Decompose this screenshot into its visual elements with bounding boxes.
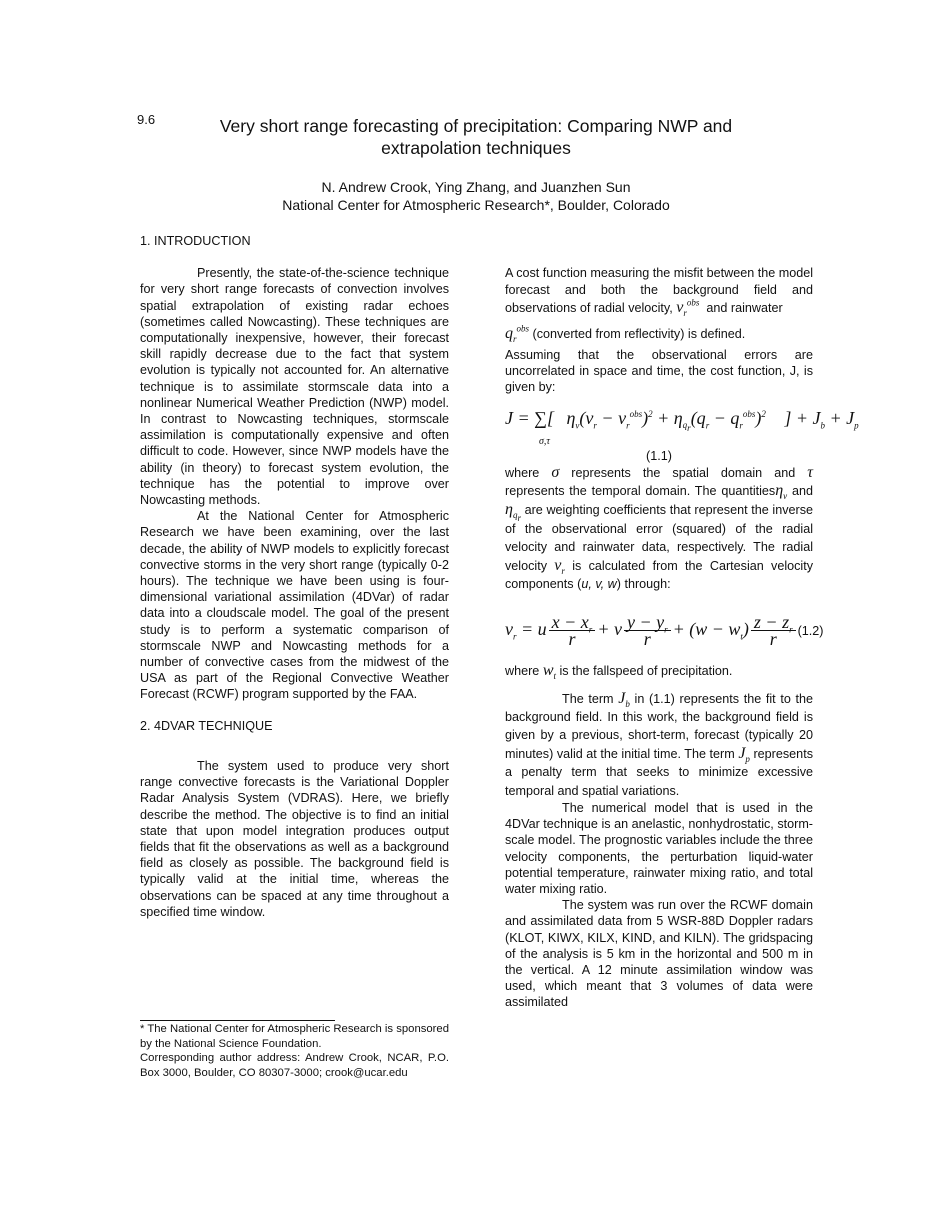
equation-1-1: J = ∑[ $\eta_v(v_r - v_r^{obs})^2 + \eta_{q_r}(q_r - q_r^{obs})^2$ ] + $J_b + J_p$ σ,τ <box>505 410 813 450</box>
math-v-obs: $v_r^{obs}$ <box>676 297 700 319</box>
equation-label: (1.2) <box>797 623 824 638</box>
paragraph: At the National Center for Atmospheric Research we have been examining, over the last decade, the ability of NWP models to explicitly forecast convective storms in the very short range (typically 0-2 hours). The technique we have been using is four-dimensional variational assimilation (4DVar) of radar data into a cloudscale model. The goal of the present study is to perform a systematic comparison of stormscale NWP and Nowcasting methods for a number of convective cases from the midwest of the USA as part of the Regional Convective Weather Forecast (RCWF) program supported by the FAA. <box>140 509 449 702</box>
eq1-lhs: J = ∑[ <box>505 407 554 428</box>
sigma-symbol: σ <box>551 463 560 481</box>
paragraph: where σ represents the spatial domain and τ represents the temporal domain. The quantitiesη$_v$ and $\eta_{q_r}$ are weighting coefficients that represent the inverse of the observational error (squared) of the radial velocity and rainwater data, respectively. The radial velocity $v_r$ is calculated from the Cartesian velocity components (u, v, w) through: <box>505 463 814 592</box>
footnote <box>140 1022 449 1080</box>
author-block <box>180 178 772 214</box>
paragraph: The numerical model that is used in the 4DVar technique is an anelastic, nonhydrostatic, storm-scale model. The prognostic variables include the three velocity components, the perturbation liquid-water potential temperature, rainwater mixing ratio, and total water mixing ratio. <box>505 801 813 897</box>
authors: N. Andrew Crook, Ying Zhang, and Juanzhen Sun <box>321 179 631 195</box>
footnote-rule <box>140 1020 335 1021</box>
equation-label: (1.1) <box>646 448 672 463</box>
affiliation: National Center for Atmospheric Research*, Boulder, Colorado <box>282 197 670 213</box>
paragraph: The term $J_b$ in (1.1) represents the fit to the background field. In this work, the background field is given by a previous, short-term, forecast (typically 20 minutes) valid at the initial time. The term $J_p$ represents a penalty term that seeks to minimize excessive temporal and spatial variations. <box>505 689 814 798</box>
paragraph: The system was run over the RCWF domain and assimilated data from 5 WSR-88D Doppler radars (KLOT, KIWX, KILX, KIND, and KILN). The gridspacing of the analysis is 5 km in the horizontal and 500 m in the vertical. A 12 minute assimilation window was used, which meant that 3 volumes of data were assimilated <box>505 898 813 1010</box>
footnote-address: Corresponding author address: Andrew Crook, NCAR, P.O. Box 3000, Boulder, CO 80307-3000; crook@ucar.edu <box>140 1052 449 1079</box>
text: A cost function measuring the misfit between the model forecast and both the background field and observations of radial velocity, <box>505 266 814 315</box>
paragraph <box>505 265 813 343</box>
paper-number: 9.6 <box>137 112 156 127</box>
left-column <box>140 233 449 920</box>
footnote-sponsor: * The National Center for Atmospheric Research is sponsored by the National Science Foundation. <box>140 1023 449 1050</box>
text: and rainwater <box>706 301 783 315</box>
paragraph: Presently, the state-of-the-science technique for very short range forecasts of convection involves spatial extrapolation of existing radar echoes (sometimes called Nowcasting). These techniques are computationally inexpensive, however, their forecast skill rapidly decrease due to the fact that system evolution is typically not accounted for. An alternative technique is to assimilate stormscale data into a nonlinear Numerical Weather Prediction (NWP) model. In contrast to Nowcasting techniques, stormscale assimilation is computationally expensive and often difficult to code. However, since NWP models have the ability (in theory) to forecast system evolution, the technique has the potential to improve over Nowcasting methods. <box>140 266 449 508</box>
paragraph: Assuming that the observational errors are uncorrelated in space and time, the cost function, J, is given by: <box>505 348 813 395</box>
eta-qr: $\eta_{q_r}$ <box>505 501 521 523</box>
paragraph: The system used to produce very short range convective forecasts is the Variational Doppler Radar Analysis System (VDRAS). Here, we briefly describe the method. The objective is to find an initial state that upon model integration produces output fields that fit the observations as well as a background field as closely as possible. The background field is typically valid at the initial time, whereas the observations can be spaced at any time throughout a specified time window. <box>140 758 449 919</box>
paragraph: where $w_t$ is the fallspeed of precipitation. <box>505 662 733 682</box>
eq1-sum-subscript: σ,τ <box>539 435 551 447</box>
j-p: $J_p$ <box>738 744 750 764</box>
v-r: $v_r$ <box>554 556 565 576</box>
right-column <box>505 265 859 1011</box>
section-heading-intro: 1. INTRODUCTION <box>140 234 251 248</box>
w-t: $w_t$ <box>542 662 556 682</box>
j-b: $J_b$ <box>618 689 630 709</box>
text: (converted from reflectivity) is defined. <box>532 327 746 341</box>
math-q-obs: $q_r^{obs}$ <box>505 323 530 345</box>
section-heading-4dvar: 2. 4DVAR TECHNIQUE <box>140 718 273 733</box>
tau-symbol: τ <box>807 463 813 481</box>
eta-v: $\eta_v$ <box>775 482 788 502</box>
paper-title: Very short range forecasting of precipitation: Comparing NWP and extrapolation techniques <box>219 116 733 158</box>
equation-1-2: $v_r = u$ $\frac{x - x_r}{r}$ + v $\frac{y - y_r}{r}$ + $(w - w_t)$ $\frac{z - z_r}{r}$ (1.2) <box>505 611 824 650</box>
